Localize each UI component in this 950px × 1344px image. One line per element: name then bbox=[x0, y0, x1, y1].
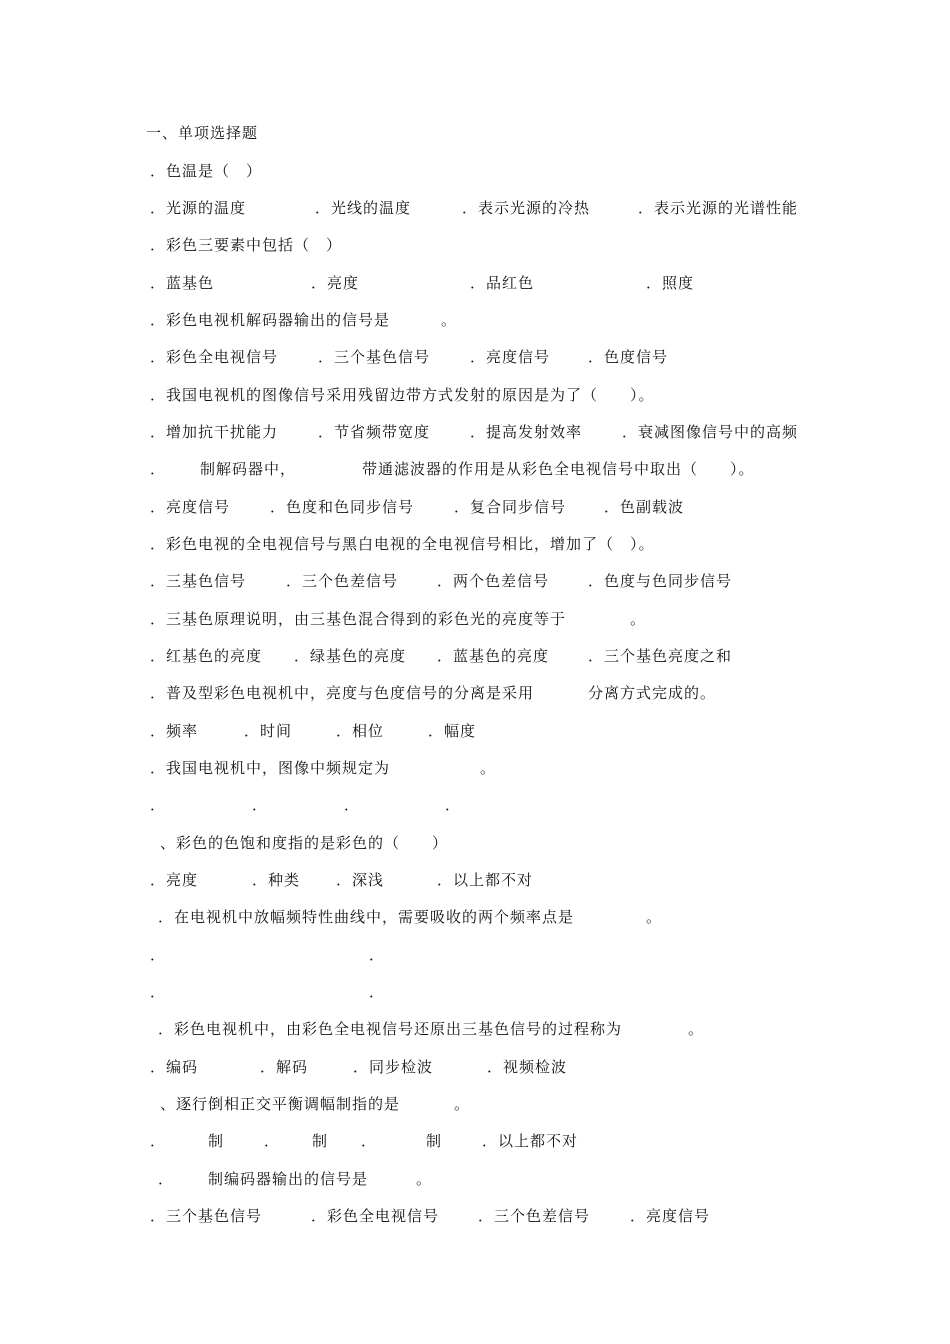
option-d: ．表示光源的光谱性能 bbox=[638, 199, 799, 217]
question-end: 。 bbox=[630, 610, 647, 628]
option-d: ．幅度 bbox=[428, 722, 477, 740]
question-text: 、逐行倒相正交平衡调幅制指的是 bbox=[160, 1095, 401, 1113]
option-b: ．亮度 bbox=[311, 274, 360, 292]
options-9 bbox=[0, 793, 950, 817]
option-a: ．编码 bbox=[150, 1058, 199, 1076]
option-c: ．表示光源的冷热 bbox=[462, 199, 591, 217]
question-end: 。 bbox=[646, 908, 663, 926]
option-c: ．同步检波 bbox=[353, 1058, 434, 1076]
option-c: ．两个色差信号 bbox=[437, 572, 550, 590]
question-13 bbox=[0, 1092, 950, 1116]
question-10 bbox=[0, 831, 950, 855]
option-d: ．三个基色亮度之和 bbox=[588, 647, 733, 665]
option-a-text: 制 bbox=[208, 1132, 225, 1150]
option-b: ．色度和色同步信号 bbox=[270, 498, 415, 516]
option-c: ．亮度信号 bbox=[470, 348, 551, 366]
option-d: ．衰减图像信号中的高频 bbox=[622, 423, 799, 441]
question-text: ．彩色电视机解码器输出的信号是 bbox=[150, 311, 391, 329]
option-d: ．以上都不对 bbox=[437, 871, 534, 889]
option-b: ．三个色差信号 bbox=[286, 572, 399, 590]
question-text: ．在电视机中放幅频特性曲线中，需要吸收的两个频率点是 bbox=[158, 908, 575, 926]
option-b: ．种类 bbox=[252, 871, 301, 889]
question-2 bbox=[0, 233, 950, 257]
heading-text: 一、单项选择题 bbox=[146, 124, 259, 142]
question-5 bbox=[0, 457, 950, 481]
option-a: ．红基色的亮度 bbox=[150, 647, 263, 665]
option-b: ．三个基色信号 bbox=[318, 348, 431, 366]
question-14 bbox=[0, 1167, 950, 1191]
option-a: ．彩色全电视信号 bbox=[150, 348, 279, 366]
option-b-text: 制 bbox=[312, 1132, 329, 1150]
question-end: 。 bbox=[454, 1095, 471, 1113]
option-b: ．彩色全电视信号 bbox=[311, 1207, 440, 1225]
question-text: ．彩色电视的全电视信号与黑白电视的全电视信号相比，增加了（ ）。 bbox=[150, 535, 655, 553]
question-text: ．彩色电视机中，由彩色全电视信号还原出三基色信号的过程称为 bbox=[158, 1020, 623, 1038]
option-b: ．解码 bbox=[260, 1058, 309, 1076]
option-c: ．提高发射效率 bbox=[470, 423, 583, 441]
question-text: ．色温是（ ） bbox=[150, 162, 263, 180]
question-3 bbox=[0, 308, 950, 332]
option-d: ．以上都不对 bbox=[482, 1132, 579, 1150]
option-d: ．色度信号 bbox=[588, 348, 669, 366]
question-6 bbox=[0, 532, 950, 556]
option-b: ．绿基色的亮度 bbox=[294, 647, 407, 665]
options-11-row-1 bbox=[0, 943, 950, 967]
option-a: ．频率 bbox=[150, 722, 199, 740]
option-b: ．时间 bbox=[244, 722, 293, 740]
question-9 bbox=[0, 756, 950, 780]
option-a: ． bbox=[150, 946, 167, 964]
options-5 bbox=[0, 495, 950, 519]
question-text-part: 制解码器中， bbox=[200, 460, 297, 478]
options-3 bbox=[0, 345, 950, 369]
question-end: 。 bbox=[688, 1020, 705, 1038]
option-a: ．三基色信号 bbox=[150, 572, 247, 590]
option-c: ． bbox=[344, 796, 361, 814]
option-a: ．蓝基色 bbox=[150, 274, 215, 292]
question-12 bbox=[0, 1017, 950, 1041]
section-heading bbox=[0, 121, 950, 145]
options-7 bbox=[0, 644, 950, 668]
option-a: ．亮度 bbox=[150, 871, 199, 889]
option-a: ． bbox=[150, 796, 167, 814]
option-c-text: 制 bbox=[426, 1132, 443, 1150]
option-c: ．品红色 bbox=[470, 274, 535, 292]
question-end: 。 bbox=[480, 759, 497, 777]
question-7 bbox=[0, 607, 950, 631]
option-c: ．蓝基色的亮度 bbox=[437, 647, 550, 665]
option-b-mark: ． bbox=[264, 1132, 281, 1150]
option-c: ．复合同步信号 bbox=[454, 498, 567, 516]
question-end: 。 bbox=[441, 311, 458, 329]
question-end: 分离方式完成的。 bbox=[588, 684, 717, 702]
option-a: ．增加抗干扰能力 bbox=[150, 423, 279, 441]
options-4 bbox=[0, 420, 950, 444]
question-text: ．三基色原理说明，由三基色混合得到的彩色光的亮度等于 bbox=[150, 610, 567, 628]
question-11 bbox=[0, 905, 950, 929]
question-number: ． bbox=[150, 460, 167, 478]
question-text: ．普及型彩色电视机中，亮度与色度信号的分离是采用 bbox=[150, 684, 535, 702]
question-number: ． bbox=[158, 1170, 175, 1188]
question-1 bbox=[0, 159, 950, 183]
question-8 bbox=[0, 681, 950, 705]
options-12 bbox=[0, 1055, 950, 1079]
options-2 bbox=[0, 271, 950, 295]
option-b: ． bbox=[369, 946, 386, 964]
question-text: ．彩色三要素中包括（ ） bbox=[150, 236, 343, 254]
option-d: ． bbox=[445, 796, 462, 814]
option-d: ．亮度信号 bbox=[630, 1207, 711, 1225]
option-d: ．色副载波 bbox=[604, 498, 685, 516]
option-b: ．节省频带宽度 bbox=[318, 423, 431, 441]
options-1 bbox=[0, 196, 950, 220]
option-a: ．亮度信号 bbox=[150, 498, 231, 516]
option-a: ．三个基色信号 bbox=[150, 1207, 263, 1225]
option-d: ．色度与色同步信号 bbox=[588, 572, 733, 590]
options-10 bbox=[0, 868, 950, 892]
option-c: ．深浅 bbox=[336, 871, 385, 889]
option-c: ．三个色差信号 bbox=[478, 1207, 591, 1225]
option-d: ．视频检波 bbox=[487, 1058, 568, 1076]
option-b: ． bbox=[252, 796, 269, 814]
option-c: ．相位 bbox=[336, 722, 385, 740]
question-text: ．我国电视机的图像信号采用残留边带方式发射的原因是为了（ ）。 bbox=[150, 386, 655, 404]
options-13 bbox=[0, 1129, 950, 1153]
question-text-part: 带通滤波器的作用是从彩色全电视信号中取出（ ）。 bbox=[362, 460, 755, 478]
question-text: 、彩色的色饱和度指的是彩色的（ ） bbox=[160, 834, 449, 852]
option-c-mark: ． bbox=[361, 1132, 378, 1150]
option-d: ． bbox=[369, 983, 386, 1001]
option-c: ． bbox=[150, 983, 167, 1001]
options-14 bbox=[0, 1204, 950, 1228]
option-a: ．光源的温度 bbox=[150, 199, 247, 217]
options-6 bbox=[0, 569, 950, 593]
question-text: ．我国电视机中，图像中频规定为 bbox=[150, 759, 391, 777]
options-11-row-2 bbox=[0, 980, 950, 1004]
option-a-mark: ． bbox=[150, 1132, 167, 1150]
option-b: ．光线的温度 bbox=[315, 199, 412, 217]
option-d: ．照度 bbox=[646, 274, 695, 292]
question-4 bbox=[0, 383, 950, 407]
question-text: 制编码器输出的信号是 bbox=[208, 1170, 369, 1188]
options-8 bbox=[0, 719, 950, 743]
question-end: 。 bbox=[416, 1170, 433, 1188]
